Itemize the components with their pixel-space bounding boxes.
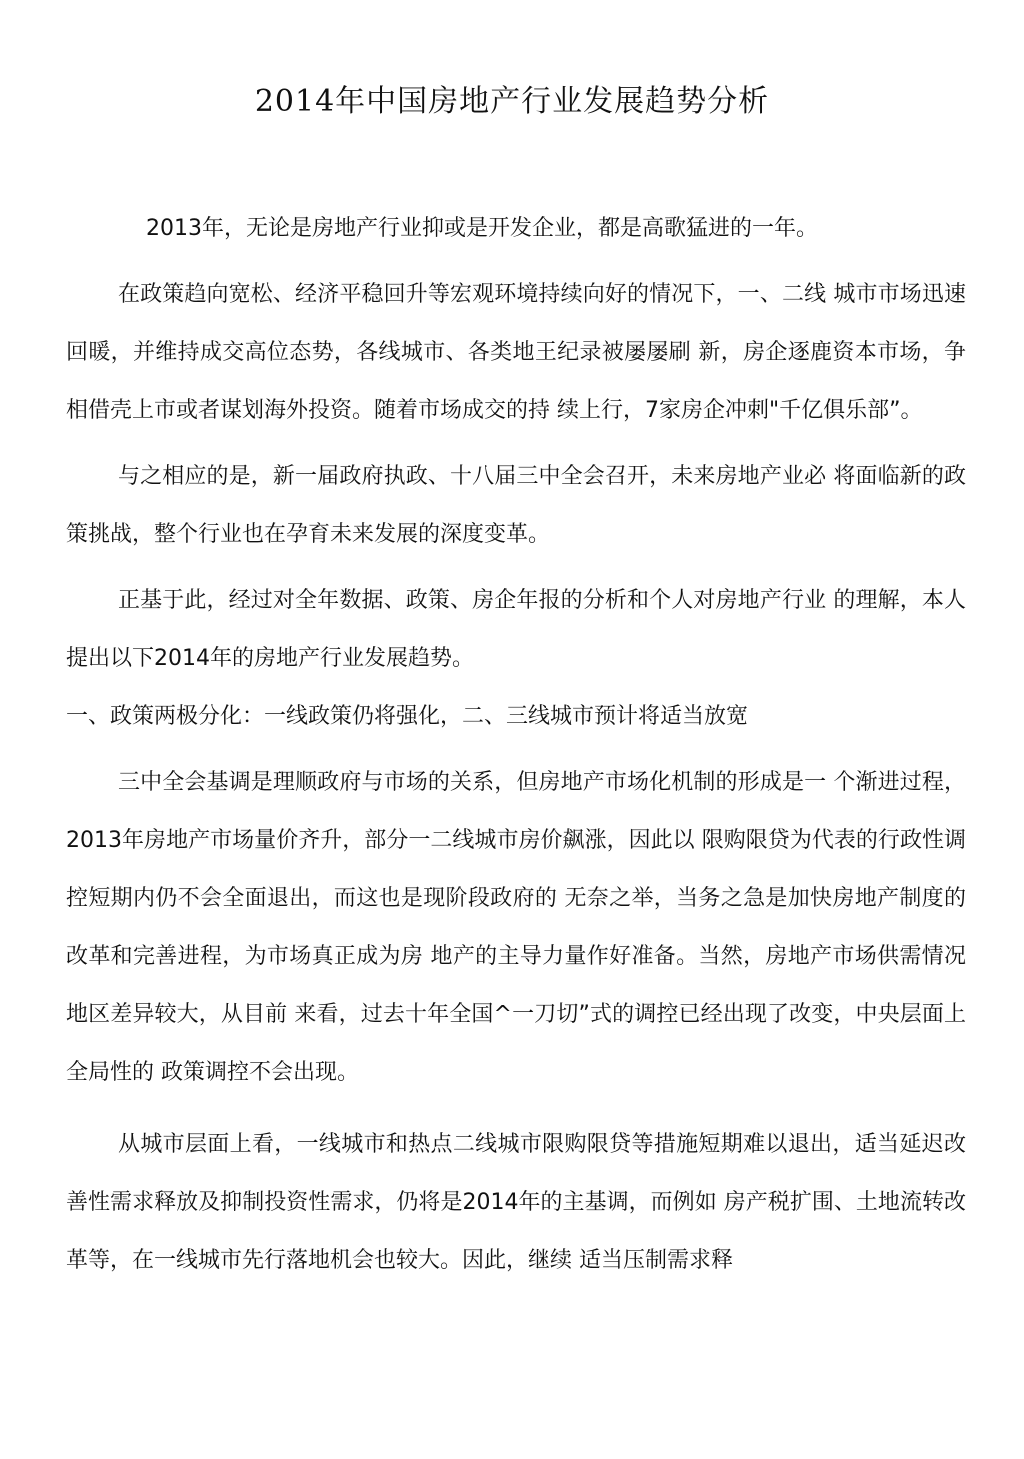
- section-paragraph: 从城市层面上看，一线城市和热点二线城市限购限贷等措施短期难以退出，适当延迟改善性需求释放及抑制投资性需求，仍将是2014年的主基调，而例如 房产税扩围、土地流转改革等，在一线城市先行落地机会也较大。因此，继续 适当压制需求释: [66, 1132, 966, 1273]
- document-title: 2014年中国房地产行业发展趋势分析: [254, 84, 770, 119]
- document-body: [66, 200, 966, 1290]
- market-paragraph: 在政策趋向宽松、经济平稳回升等宏观环境持续向好的情况下，一、二线 城市市场迅速回暖，并维持成交高位态势，各线城市、各类地王纪录被屡屡刷 新，房企逐鹿资本市场，争相借壳上市或者谋划海外投资。随着市场成交的持 续上行，7家房企冲刺"千亿俱乐部”。: [66, 282, 966, 423]
- intro-paragraph: 2013年，无论是房地产行业抑或是开发企业，都是高歌猛进的一年。: [146, 216, 818, 241]
- trend-intro-paragraph: 正基于此，经过对全年数据、政策、房企年报的分析和个人对房地产行业 的理解，本人提出以下2014年的房地产行业发展趋势。: [66, 588, 966, 671]
- section-heading: 一、政策两极分化：一线政策仍将强化，二、三线城市预计将适当放宽: [66, 704, 749, 729]
- section-paragraph: 三中全会基调是理顺政府与市场的关系，但房地产市场化机制的形成是一 个渐进过程，2013年房地产市场量价齐升，部分一二线城市房价飙涨，因此以 限购限贷为代表的行政性调控短期内仍不会全面退出，而这也是现阶段政府的 无奈之举，当务之急是加快房地产制度的改革和完善进程，为市场真正成为房 地产的主导力量作好准备。当然，房地产市场供需情况地区差异较大，从目前 来看，过去十年全国^一刀切”式的调控已经出现了改变，中央层面上全局性的 政策调控不会出现。: [66, 770, 966, 1085]
- policy-challenge-paragraph: 与之相应的是，新一届政府执政、十八届三中全会召开，未来房地产业必 将面临新的政策挑战，整个行业也在孕育未来发展的深度变革。: [66, 464, 966, 547]
